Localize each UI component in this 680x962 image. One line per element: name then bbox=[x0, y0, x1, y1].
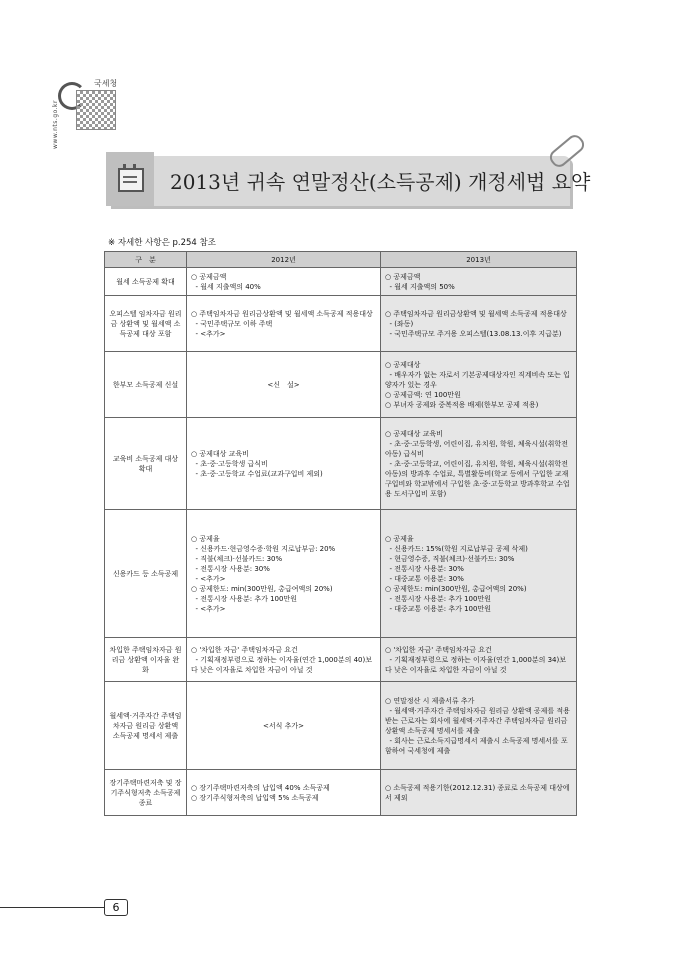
row-label: 한부모 소득공제 신설 bbox=[105, 352, 187, 418]
cell-line: ○ 소득공제 적용기한(2012.12.31) 종료로 소득공제 대상에서 제외 bbox=[385, 783, 570, 802]
cell-line: ○ 공제대상 bbox=[385, 360, 421, 369]
cell-2013 bbox=[381, 770, 577, 816]
row-label: 월세액·거주자간 주택임차자금 원리금 상환액 소득공제 명세서 제출 bbox=[105, 682, 187, 770]
cell-2013 bbox=[381, 296, 577, 352]
row-label: 차입한 주택임차자금 원리금 상환액 이자율 완화 bbox=[105, 638, 187, 682]
cell-line: ○ 공제대상 교육비 bbox=[191, 449, 249, 458]
header-category: 구 분 bbox=[105, 252, 187, 268]
cell-2012 bbox=[187, 510, 381, 638]
cell-line: - 신용카드·현금영수증·학원 지로납부금: 20% bbox=[191, 544, 336, 553]
table-row bbox=[105, 682, 577, 770]
table-row bbox=[105, 352, 577, 418]
cell-2012 bbox=[187, 418, 381, 510]
reference-note: ※ 자세한 사항은 p.254 참조 bbox=[108, 238, 216, 248]
cell-2012 bbox=[187, 352, 381, 418]
table-row bbox=[105, 296, 577, 352]
table-row bbox=[105, 418, 577, 510]
table-row bbox=[105, 268, 577, 296]
cell-line: - 배우자가 없는 자로서 기본공제대상자인 직계비속 또는 입양자가 있는 경우 bbox=[385, 370, 570, 389]
cell-line: - 초·중·고등학생 급식비 bbox=[191, 459, 268, 468]
cell-2013 bbox=[381, 682, 577, 770]
cell-line: <신 설> bbox=[267, 380, 300, 389]
row-label: 교육비 소득공제 대상 확대 bbox=[105, 418, 187, 510]
cell-2013 bbox=[381, 510, 577, 638]
cell-line: - 기획재정부령으로 정하는 이자율(연간 1,000분의 34)보다 낮은 이자율로 차입한 자금이 아닐 것 bbox=[385, 655, 566, 674]
cell-line: ○ 연말정산 시 제출서류 추가 bbox=[385, 696, 475, 705]
qr-code-icon bbox=[76, 90, 116, 130]
cell-2012 bbox=[187, 682, 381, 770]
cell-line: <서식 추가> bbox=[262, 721, 304, 730]
cell-line: - <추가> bbox=[191, 574, 226, 583]
cell-line: ○ '차입한 자금' 주택임차자금 요건 bbox=[191, 645, 298, 654]
cell-line: - 대중교통 이용분: 추가 100만원 bbox=[385, 604, 491, 613]
row-label: 장기주택마련저축 및 장기주식형저축 소득공제 종료 bbox=[105, 770, 187, 816]
cell-2013 bbox=[381, 638, 577, 682]
calendar-icon bbox=[118, 168, 144, 192]
cell-line: - 초·중·고등학교 수업료(교과구입비 제외) bbox=[191, 469, 323, 478]
cell-line: - 전통시장 사용분: 추가 100만원 bbox=[385, 594, 491, 603]
cell-line: ○ 주택임차자금 원리금상환액 및 월세액 소득공제 적용대상 bbox=[191, 309, 373, 318]
cell-line: ○ 공제금액: 연 100만원 bbox=[385, 390, 461, 399]
cell-line: - <추가> bbox=[191, 604, 226, 613]
row-label: 오피스텔 임차자금 원리금 상환액 및 월세액 소득공제 대상 포함 bbox=[105, 296, 187, 352]
cell-2012 bbox=[187, 770, 381, 816]
cell-line: - 회사는 근로소득지급명세서 제출시 소득공제 명세서를 포함하여 국세청에 제출 bbox=[385, 736, 568, 755]
cell-line: - 월세액·거주자간 주택임차자금 원리금 상환액 공제를 적용받는 근로자는 회사에 월세액·거주자간 주택임차자금 원리금 상환액 소득공제 명세서를 제출 bbox=[385, 706, 570, 735]
cell-line: - 국민주택규모 이하 주택 bbox=[191, 319, 273, 328]
cell-line: - 초·중·고등학생, 어린이집, 유치원, 학원, 체육시설(취학전 아동) 급식비 bbox=[385, 439, 571, 458]
cell-2012 bbox=[187, 268, 381, 296]
page-title: 2013년 귀속 연말정산(소득공제) 개정세법 요약 bbox=[170, 170, 591, 194]
cell-line: ○ 부녀자 공제와 중복적용 배제(한부모 공제 적용) bbox=[385, 400, 539, 409]
cell-line: ○ 공제금액 bbox=[191, 272, 227, 281]
cell-line: - 전통시장 사용분: 30% bbox=[191, 564, 270, 573]
table-row bbox=[105, 770, 577, 816]
cell-2012 bbox=[187, 638, 381, 682]
table-row bbox=[105, 510, 577, 638]
table-row bbox=[105, 638, 577, 682]
cell-line: - <추가> bbox=[191, 329, 226, 338]
cell-line: ○ 장기주식형저축의 납입액 5% 소득공제 bbox=[191, 793, 319, 802]
page-rule bbox=[0, 907, 104, 908]
cell-2013 bbox=[381, 268, 577, 296]
cell-line: - 신용카드: 15%(학원 지로납부금 공제 삭제) bbox=[385, 544, 528, 553]
cell-line: - 전통시장 사용분: 추가 100만원 bbox=[191, 594, 297, 603]
cell-line: ○ 공제율 bbox=[191, 534, 220, 543]
cell-line: - 월세 지출액의 40% bbox=[191, 282, 261, 291]
cell-line: ○ 공제대상 교육비 bbox=[385, 429, 443, 438]
cell-line: ○ 공제금액 bbox=[385, 272, 421, 281]
cell-line: - 초·중·고등학교, 어린이집, 유치원, 학원, 체육시설(취학전 아동)의 방과후 수업료, 특별활동비(학교 등에서 구입한 교재구입비와 학교밖에서 구입한 초·중·고등학교 방과후학교 수업용 도서구입비 포함) bbox=[385, 459, 571, 498]
cell-2012 bbox=[187, 296, 381, 352]
header-2013: 2013년 bbox=[381, 252, 577, 268]
cell-line: - 기획재정부령으로 정하는 이자율(연간 1,000분의 40)보다 낮은 이자율로 차입한 자금이 아닐 것 bbox=[191, 655, 372, 674]
cell-line: ○ 주택임차자금 원리금상환액 및 월세액 소득공제 적용대상 bbox=[385, 309, 567, 318]
cell-line: ○ 공제한도: min(300만원, 총급여액의 20%) bbox=[385, 584, 527, 593]
cell-line: - 전통시장 사용분: 30% bbox=[385, 564, 464, 573]
cell-line: - (좌동) bbox=[385, 319, 414, 328]
page-number: 6 bbox=[104, 899, 128, 916]
logo-text: 국세청 bbox=[94, 79, 118, 88]
row-label: 월세 소득공제 확대 bbox=[105, 268, 187, 296]
cell-line: - 월세 지출액의 50% bbox=[385, 282, 455, 291]
tax-change-table bbox=[104, 251, 577, 816]
cell-line: - 대중교통 이용분: 30% bbox=[385, 574, 464, 583]
side-url: www.nts.go.kr bbox=[52, 100, 59, 149]
cell-2013 bbox=[381, 352, 577, 418]
cell-line: - 직불(체크)·선불카드: 30% bbox=[191, 554, 283, 563]
cell-2013 bbox=[381, 418, 577, 510]
header-2012: 2012년 bbox=[187, 252, 381, 268]
cell-line: - 현금영수증, 직불(체크)·선불카드: 30% bbox=[385, 554, 515, 563]
cell-line: - 국민주택규모 주거용 오피스텔(13.08.13.이후 지급분) bbox=[385, 329, 562, 338]
cell-line: ○ '차입한 자금' 주택임차자금 요건 bbox=[385, 645, 492, 654]
cell-line: ○ 장기주택마련저축의 납입액 40% 소득공제 bbox=[191, 783, 330, 792]
row-label: 신용카드 등 소득공제 bbox=[105, 510, 187, 638]
cell-line: ○ 공제한도: min(300만원, 총급여액의 20%) bbox=[191, 584, 333, 593]
cell-line: ○ 공제율 bbox=[385, 534, 414, 543]
